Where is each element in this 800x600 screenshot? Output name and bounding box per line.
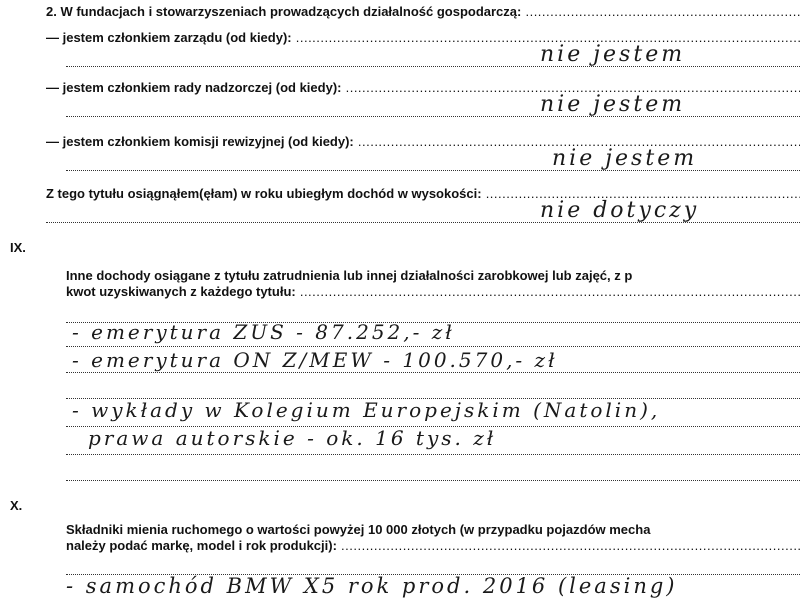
- audit-committee-label: — jestem członkiem komisji rewizyjnej (od kiedy): .....: [46, 134, 800, 150]
- income-label: Z tego tytułu osiągnąłem(ęłam) w roku ubiegłym dochód w wysokości: .....: [46, 186, 800, 202]
- ix-answer-copyright: prawa autorskie - ok. 16 tys. zł: [88, 426, 497, 450]
- supervisory-answer-rule: [66, 116, 800, 117]
- board-member-label: — jestem członkiem zarządu (od kiedy): .....: [46, 30, 800, 46]
- section-ix-prompt-line2: kwot uzyskiwanych z każdego tytułu: .....: [66, 284, 800, 300]
- supervisory-board-answer: nie jestem: [540, 92, 686, 117]
- ix-rule-7: [66, 480, 800, 481]
- supervisory-board-label: — jestem członkiem rady nadzorczej (od kiedy): .....: [46, 80, 800, 96]
- section-x-numeral: X.: [10, 498, 23, 513]
- board-answer-rule: [66, 66, 800, 67]
- ix-rule-2: [66, 346, 800, 347]
- ix-answer-pension-mew: - emerytura ON Z/MEW - 100.570,- zł: [72, 348, 558, 372]
- audit-committee-answer: nie jestem: [552, 146, 698, 171]
- section-x-prompt-line2: należy podać markę, model i rok produkcji): .....: [66, 538, 800, 554]
- x-answer-vehicle: - samochód BMW X5 rok prod. 2016 (leasing): [66, 574, 678, 598]
- board-member-answer: nie jestem: [540, 42, 686, 67]
- ix-rule-6: [66, 454, 800, 455]
- income-answer: nie dotyczy: [540, 198, 700, 223]
- q2-heading: 2. W fundacjach i stowarzyszeniach prowadzących działalność gospodarczą: .....: [46, 4, 800, 20]
- section-ix-numeral: IX.: [10, 240, 26, 255]
- ix-answer-pension-zus: - emerytura ZUS - 87.252,- zł: [72, 320, 455, 344]
- ix-rule-3: [66, 372, 800, 373]
- section-x-prompt-line1: Składniki mienia ruchomego o wartości powyżej 10 000 złotych (w przypadku pojazdów mecha: [66, 522, 651, 537]
- section-ix-prompt-line1: Inne dochody osiągane z tytułu zatrudnienia lub innej działalności zarobkowej lub zajęć, z p: [66, 268, 633, 283]
- ix-answer-lectures: - wykłady w Kolegium Europejskim (Natolin),: [72, 398, 661, 422]
